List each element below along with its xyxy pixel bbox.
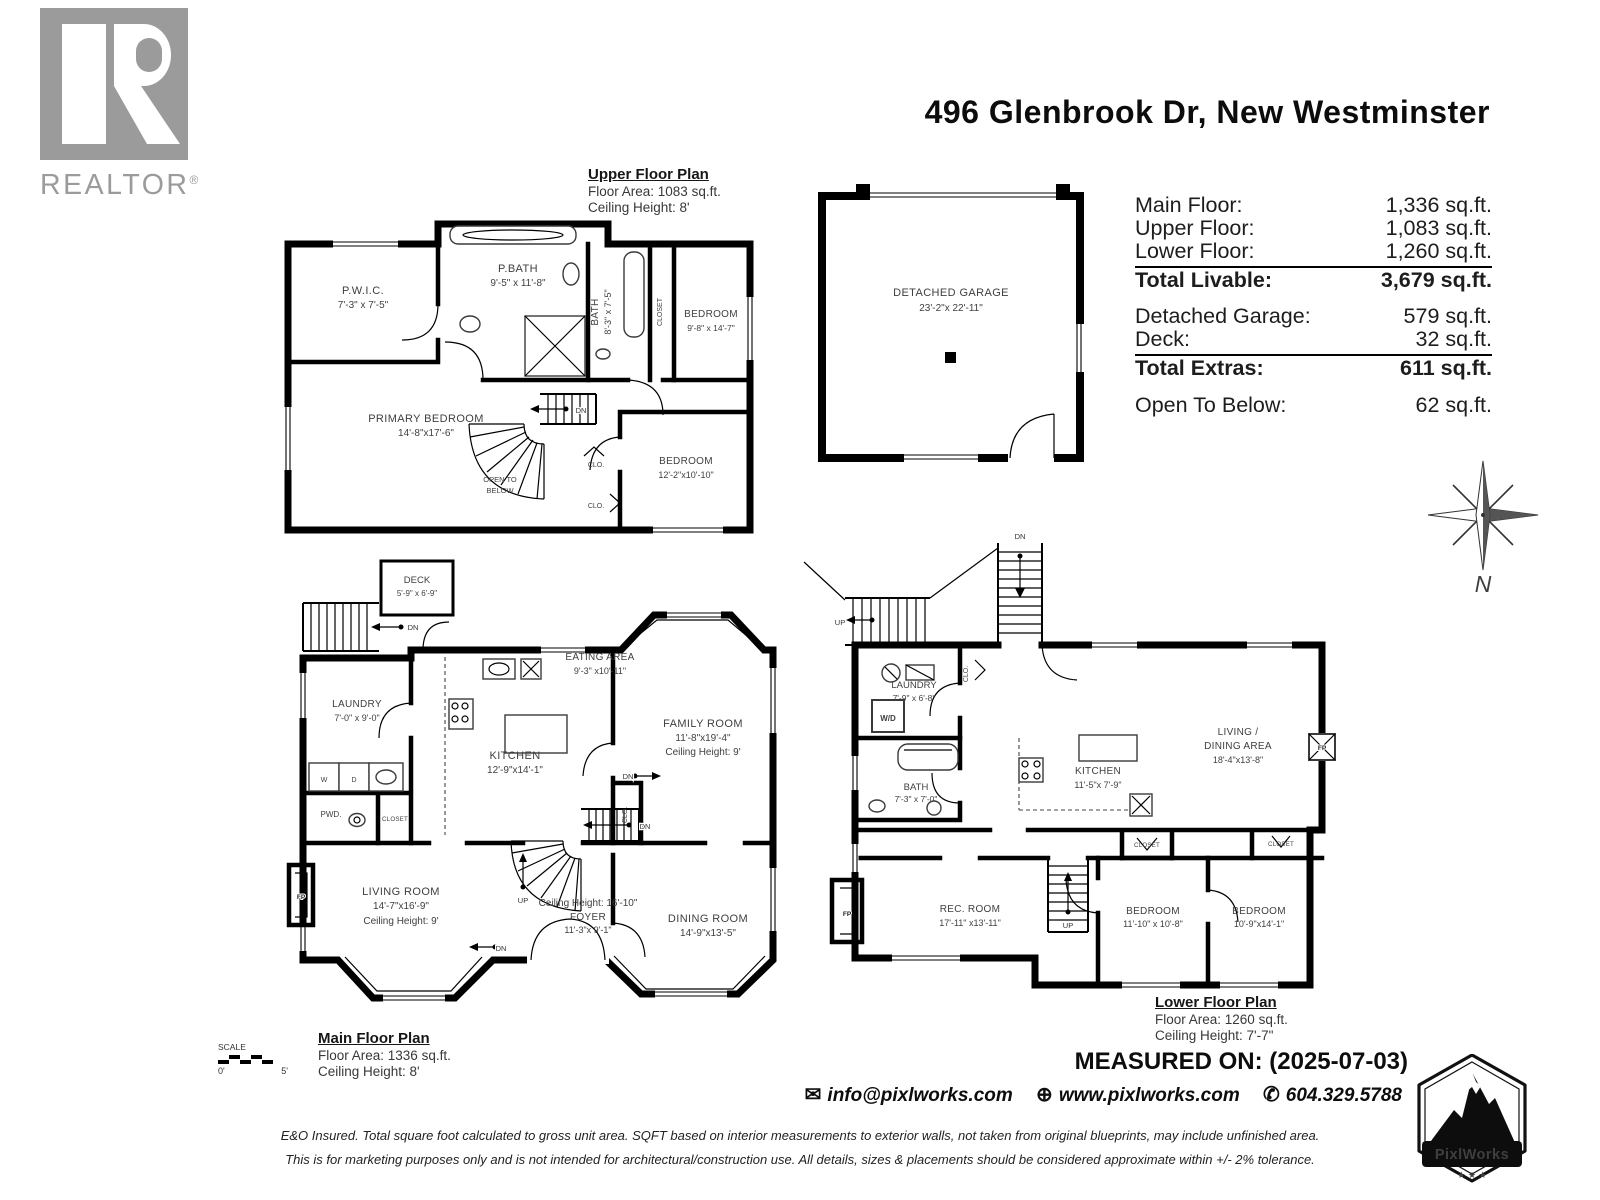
up-label: UP [517,896,529,905]
dn-label: DN [1014,532,1026,541]
realtor-logo-icon [40,8,230,204]
room-dims: 12'-2"x10'-10" [658,470,714,480]
lower-plan-title: Lower Floor Plan [1155,994,1277,1011]
lower-plan-area: Floor Area: 1260 sq.ft. [1155,1012,1288,1027]
garage-post [945,352,956,363]
room-label: BEDROOM [684,309,738,320]
page-title: 496 Glenbrook Dr, New Westminster [924,94,1490,130]
washer-dryer-label: W/D [880,714,896,723]
summary-open-to-below [1135,394,1492,417]
room-label: FOYER [570,912,606,923]
dn-label: DN [575,406,587,415]
clo-label: CLO. [963,665,970,683]
powder-room-label: PWD. [320,810,342,819]
open-to-below-label: BELOW [486,486,514,495]
room-label: LAUNDRY [332,699,382,710]
room-dims: 14'-8"x17'-6" [398,428,454,439]
area-summary-table [1135,194,1492,417]
room-dims: 9'-3" x10'-11" [573,666,627,676]
up-label: UP [1062,921,1074,930]
scale-label: SCALE [218,1042,246,1052]
upper-plan-ceiling: Ceiling Height: 8' [588,200,690,215]
room-dims: 7'-9" x 6'-8" [892,693,936,703]
room-label: BEDROOM [1126,906,1180,917]
room-label: BEDROOM [659,456,713,467]
fireplace-label: FP [1317,745,1327,752]
summary-value: 1,083 sq.ft. [1385,216,1492,240]
up-label: UP [834,618,846,627]
globe-icon: ⊕ [1036,1084,1053,1106]
room-dims: 7'-3" x 7'-0" [894,794,938,804]
room-dims: 7'-3" x 7'-5" [337,300,389,311]
room-label: P.BATH [498,263,538,275]
disclaimer-line-1: E&O Insured. Total square foot calculated to gross unit area. SQFT based on interior measurements to exterior walls, not taken from original blueprints, may include unfinished area. [280,1128,1320,1143]
summary-value: 579 sq.ft. [1403,304,1492,328]
summary-label: Open To Below: [1135,393,1287,417]
main-plan-ceiling: Ceiling Height: 8' [318,1064,420,1079]
room-dims: 17'-11" x13'-11" [939,918,1001,928]
disclaimer-line-2: This is for marketing purposes only and is not intended for architectural/construction use. All details, sizes & placements should be considered approximate within +/- 2% tolerance. [285,1152,1315,1167]
room-label: DINING ROOM [667,913,749,925]
upper-floor-plan-drawing [278,212,760,542]
room-dims: 5'-9" x 6'-9" [396,589,438,598]
lower-garage-stairs [998,543,1042,645]
lower-floor-plan-drawing [792,528,1352,998]
dryer-label: D [351,777,357,784]
closet-label: CLOSET [657,297,664,327]
room-label: BEDROOM [1232,906,1286,917]
clo-label: CLO. [587,503,605,510]
room-label: LIVING / [1217,727,1259,738]
lower-exterior-stairs [804,548,998,645]
summary-label: Upper Floor: [1135,216,1255,240]
lower-plan-caption [1155,994,1288,1044]
room-dims: 11'-10" x 10'-8" [1123,919,1183,929]
compass-icon [1420,458,1546,598]
room-label: PRIMARY BEDROOM [368,413,484,425]
summary-value: 1,260 sq.ft. [1385,239,1492,263]
room-label: BATH [590,298,601,326]
badge-stars-icon: ★ ★ ★ [1457,1170,1487,1180]
summary-label: Total Livable: [1135,268,1272,292]
summary-value: 3,679 sq.ft. [1380,268,1492,292]
realtor-logo [40,8,230,204]
main-plan-title: Main Floor Plan [318,1030,430,1047]
room-label: DECK [403,575,431,586]
summary-label: Total Extras: [1135,356,1264,380]
room-label: DINING AREA [1204,741,1272,752]
summary-label: Deck: [1135,327,1190,351]
room-dims: 7'-0" x 9'-0" [334,713,380,723]
deck-outline [381,561,453,615]
fireplace-label: FP [842,911,852,918]
room-label: EATING AREA [565,652,635,663]
summary-row [1135,305,1492,328]
summary-value: 611 sq.ft. [1399,356,1492,380]
room-dims: 23'-2"x 22'-11" [919,303,983,314]
scale-start: 0' [218,1066,225,1076]
room-dims: 11'-3"x 9'-1" [564,925,612,935]
detached-garage-drawing [812,182,1090,470]
garage-outer-walls [822,196,1080,458]
summary-total-extras [1135,354,1492,380]
compass-north-label: N [1474,571,1492,597]
clo-label: CLO. [587,462,605,469]
disclaimer-block [205,1124,1395,1172]
summary-total-livable [1135,266,1492,292]
summary-row [1135,240,1492,263]
room-dims: 18'-4"x13'-8" [1212,755,1264,765]
room-dims: 11'-8"x19'-4" [675,733,731,744]
email-icon: ✉ [804,1084,822,1106]
room-ceiling: Ceiling Height: 9' [665,747,741,758]
room-dims: 14'-9"x13'-5" [680,928,736,939]
room-label: KITCHEN [489,750,541,762]
open-to-below-label: OPEN TO [483,475,517,484]
summary-value: 62 sq.ft. [1415,393,1492,417]
upper-plan-title: Upper Floor Plan [588,166,709,183]
scale-bar-icon [218,1052,286,1066]
garage-door-opening [856,184,1070,205]
room-dims: 11'-5"x 7'-9" [1074,780,1122,790]
scale-bar [218,1042,288,1076]
summary-row [1135,194,1492,217]
contact-website: www.pixlworks.com [1058,1085,1240,1106]
dn-label: DN [622,772,634,781]
room-ceiling: Ceiling Height: 9' [363,916,439,927]
room-ceiling: Ceiling Height: 16'-10" [538,898,638,909]
pixlworks-badge-name: PixlWorks [1434,1147,1510,1163]
scale-end: 5' [281,1066,288,1076]
room-dims: 9'-8" x 14'-7" [687,323,735,333]
pixlworks-badge-icon [1416,1054,1528,1188]
summary-value: 32 sq.ft. [1415,327,1492,351]
upper-plan-caption [588,166,721,216]
fireplace-label: FP [296,894,306,901]
main-floor-plan-drawing [283,553,783,1028]
phone-icon: ✆ [1263,1084,1280,1106]
room-label: BATH [903,782,929,793]
realtor-wordmark: REALTOR® [40,169,201,201]
closet-label: CLOSET [1268,841,1294,848]
closet-label: CLOSET [382,816,408,823]
dn-label: DN [495,944,507,953]
room-label: LIVING ROOM [362,886,440,898]
summary-row [1135,328,1492,351]
room-label: REC. ROOM [939,904,1001,915]
dn-label: DN [639,822,651,831]
closet-label: CLOSET [1134,842,1160,849]
summary-row [1135,217,1492,240]
dn-label: DN [407,623,419,632]
washer-label: W [320,777,328,784]
room-dims: 12'-9"x14'-1" [487,765,543,776]
upper-plan-area: Floor Area: 1083 sq.ft. [588,184,721,199]
room-label: LAUNDRY [891,680,937,691]
room-dims: 8'-3" x 7'-5" [603,289,613,335]
room-label: KITCHEN [1075,766,1121,777]
lower-plan-ceiling: Ceiling Height: 7'-7" [1155,1028,1274,1043]
room-label: P.W.I.C. [341,285,385,297]
room-label: DETACHED GARAGE [893,287,1009,299]
summary-label: Main Floor: [1135,193,1243,217]
main-plan-caption [318,1030,451,1080]
room-dims: 9'-5" x 11'-8" [490,278,546,289]
main-plan-area: Floor Area: 1336 sq.ft. [318,1048,451,1063]
summary-label: Lower Floor: [1135,239,1255,263]
lower-room-labels [835,532,1327,930]
clo-label: CLO. [622,806,629,824]
contact-line [805,1082,1402,1107]
summary-value: 1,336 sq.ft. [1385,193,1492,217]
contact-email: info@pixlworks.com [827,1085,1013,1106]
room-dims: 10'-9"x14'-1" [1233,919,1285,929]
summary-label: Detached Garage: [1135,304,1311,328]
room-dims: 14'-7"x16'-9" [373,901,429,912]
room-label: FAMILY ROOM [663,718,743,730]
contact-phone: 604.329.5788 [1285,1085,1402,1106]
measured-on: MEASURED ON: (2025-07-03) [1074,1048,1408,1075]
